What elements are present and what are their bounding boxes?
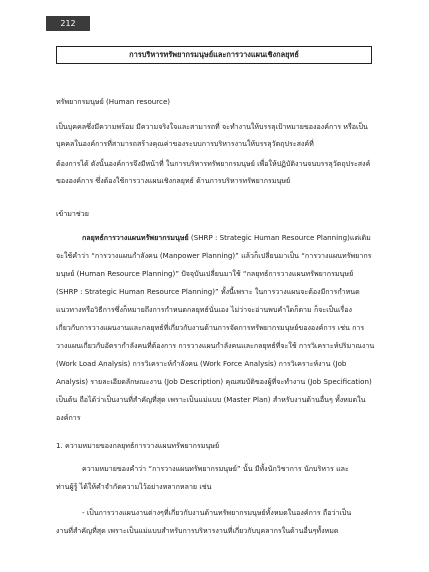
page-number: 212: [60, 19, 76, 28]
paragraph-line: บุคคลในองค์การที่สามารถสร้างคุณค่าของระบบการบริหารงานให้บรรลุวัตถุประสงค์ที่: [56, 139, 314, 148]
paragraph-line: วางแผนเกี่ยวกับอัตรากำลังคนที่ต้องการ การวางแผนกำลังคนและกลยุทธ์ที่จะใช้ การวิเคราะห์ปริมาณงาน: [56, 341, 375, 350]
paragraph-line: เป็นบุคคลซึ่งมีความพร้อม มีความจริงใจและสามารถที่ จะทำงานให้บรรลุเป้าหมายขององค์การ หรือเป็น: [56, 122, 368, 131]
paragraph-line: [82, 232, 382, 244]
section-heading: ทรัพยากรมนุษย์ (Human resource): [56, 97, 171, 106]
paragraph-line: ต้องการได้ ดังนั้นองค์การจึงมีหน้าที่ ในการบริหารทรัพยากรมนุษย์ เพื่อให้ปฏิบัติงานจนบรรลุวัตถุประสงค์: [56, 159, 371, 168]
bullet-line: - เป็นการวางแผนงานต่างๆที่เกี่ยวกับงานด้านทรัพยากรมนุษย์ทั้งหมดในองค์การ ถือว่าเป็น: [82, 508, 352, 517]
paragraph-line: องค์การ: [56, 413, 81, 422]
paragraph-line: เป็นต้น ถือได้ว่าเป็นงานที่สำคัญที่สุด เพราะเป็นแม่แบบ (Master Plan) สำหรับงานด้านอื่นๆ ทั้งหมดใน: [56, 395, 366, 404]
paragraph-line: (Work Load Analysis) การวิเคราะห์กำลังคน (Work Force Analysis) การวิเคราะห์งาน (Job: [56, 359, 347, 368]
paragraph-line: ขององค์การ ซึ่งต้องใช้การวางแผนเชิงกลยุทธ์ ด้านการบริหารทรัพยากรมนุษย์: [56, 176, 291, 185]
paragraph-line: ท่านผู้รู้ ได้ให้คำจำกัดความไว้อย่างหลากหลาย เช่น: [56, 482, 212, 491]
paragraph-line: จะใช้คำว่า “การวางแผนกำลังคน (Manpower Planning)” แล้วก็เปลี่ยนมาเป็น “การวางแผนทรัพยากร: [56, 251, 372, 260]
page-number-bar: [46, 16, 90, 31]
subheading: เข้ามาช่วย: [56, 209, 89, 218]
paragraph-line: ความหมายของคำว่า “การวางแผนทรัพยากรมนุษย์” นั้น มีทั้งนักวิชาการ นักบริหาร และ: [82, 464, 349, 473]
paragraph-line: Analysis) รายละเอียดลักษณะงาน (Job Description) คุณสมบัติของผู้ที่จะทำงาน (Job Specification): [56, 377, 372, 386]
bold-term: กลยุทธ์การวางแผนทรัพยากรมนุษย์: [82, 233, 189, 242]
numbered-heading: 1. ความหมายของกลยุทธ์การวางแผนทรัพยากรมนุษย์: [56, 441, 220, 450]
document-title: การบริหารทรัพยากรมนุษย์และการวางแผนเชิงกลยุทธ์: [56, 46, 372, 64]
paragraph-line: งานที่สำคัญที่สุด เพราะเป็นแม่แบบสำหรับการบริหารงานที่เกี่ยวกับบุคลากรในด้านอื่นๆทั้งหมด: [56, 526, 339, 535]
paragraph-line: มนุษย์ (Human Resource Planning)” ปัจจุบันเปลี่ยนมาใช้ “กลยุทธ์การวางแผนทรัพยากรมนุษย์: [56, 269, 354, 278]
paragraph-line: แนวทางหรือวิธีการซึ่งก็หมายถึงการกำหนดกลยุทธ์นั่นเอง ไม่ว่าจะอ่านพบคำใดก็ตาม ก็จะเป็นเรื่อง: [56, 305, 352, 314]
paragraph-line: เกี่ยวกับการวางแผนงานและกลยุทธ์ที่เกี่ยวกับงานด้านการจัดการทรัพยากรมนุษย์ขององค์การ เช่น การ: [56, 323, 365, 332]
paragraph-text: (SHRP : Strategic Human Resource Planning)แต่เดิม: [188, 233, 371, 242]
paragraph-line: (SHRP : Strategic Human Resource Planning)” ทั้งนี้เพราะ ในการวางแผนจะต้องมีการกำหนด: [56, 287, 360, 296]
